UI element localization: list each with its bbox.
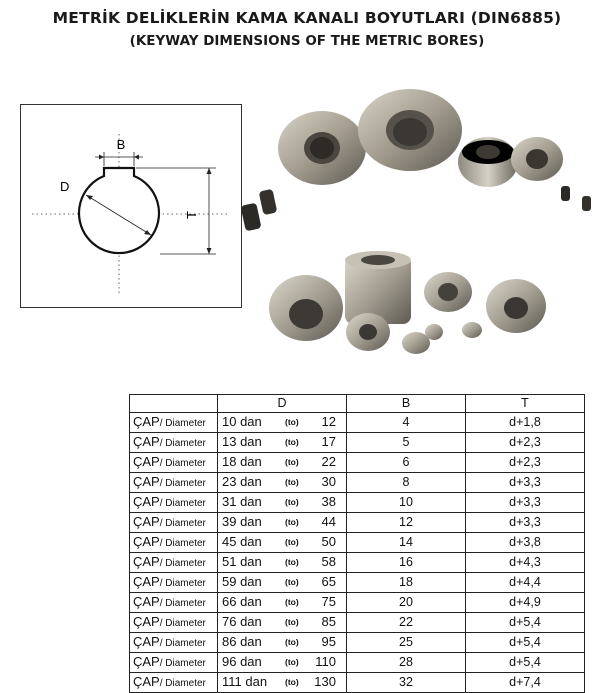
keyway-depth-t: d+4,3 [466, 553, 585, 573]
page-subtitle: (KEYWAY DIMENSIONS OF THE METRIC BORES) [129, 33, 485, 49]
range-from: 51 dan [222, 554, 262, 569]
range-upper: 130 [314, 674, 336, 689]
header-d: D [218, 395, 347, 413]
keyway-width-b: 5 [347, 433, 466, 453]
range-to-label: (to) [285, 577, 299, 587]
range-from: 10 dan [222, 414, 262, 429]
range-to-label: (to) [285, 477, 299, 487]
table-header-row [130, 395, 585, 413]
range-upper: 17 [321, 434, 336, 449]
keyway-depth-t: d+3,3 [466, 513, 585, 533]
cap-english-label: / Diameter [159, 678, 206, 689]
keyway-depth-t: d+3,3 [466, 493, 585, 513]
table-row [130, 653, 585, 673]
range-upper: 65 [321, 574, 336, 589]
diameter-label-cell [130, 473, 218, 493]
keyway-width-b: 28 [347, 653, 466, 673]
range-from: 76 dan [222, 614, 262, 629]
table-row [130, 493, 585, 513]
diameter-range-cell [218, 453, 347, 473]
diagram-label-t: T [184, 211, 199, 219]
cap-english-label: / Diameter [159, 658, 206, 669]
range-to-label: (to) [285, 437, 299, 447]
cap-label: ÇAP [133, 434, 160, 449]
keyway-diagram [20, 104, 242, 308]
range-upper: 12 [321, 414, 336, 429]
cap-english-label: / Diameter [159, 558, 206, 569]
table-row [130, 513, 585, 533]
keyway-width-b: 12 [347, 513, 466, 533]
cap-label: ÇAP [133, 414, 160, 429]
table-row [130, 433, 585, 453]
cap-label: ÇAP [133, 574, 160, 589]
table-row [130, 613, 585, 633]
cap-english-label: / Diameter [159, 418, 206, 429]
diameter-range-cell [218, 413, 347, 433]
range-from: 31 dan [222, 494, 262, 509]
range-upper: 44 [321, 514, 336, 529]
keyway-width-b: 32 [347, 673, 466, 693]
range-from: 23 dan [222, 474, 262, 489]
cap-label: ÇAP [133, 474, 160, 489]
keyway-depth-t: d+7,4 [466, 673, 585, 693]
diameter-label-cell [130, 553, 218, 573]
range-upper: 30 [321, 474, 336, 489]
diameter-label-cell [130, 633, 218, 653]
diameter-range-cell [218, 633, 347, 653]
range-upper: 58 [321, 554, 336, 569]
keyway-depth-t: d+3,3 [466, 473, 585, 493]
range-upper: 50 [321, 534, 336, 549]
cap-english-label: / Diameter [159, 598, 206, 609]
header-t: T [466, 395, 585, 413]
range-from: 96 dan [222, 654, 262, 669]
cap-label: ÇAP [133, 494, 160, 509]
keyway-width-b: 8 [347, 473, 466, 493]
header-b: B [347, 395, 466, 413]
range-to-label: (to) [285, 637, 299, 647]
table-row [130, 553, 585, 573]
range-from: 45 dan [222, 534, 262, 549]
range-to-label: (to) [285, 657, 299, 667]
cap-label: ÇAP [133, 554, 160, 569]
cap-english-label: / Diameter [159, 578, 206, 589]
cap-label: ÇAP [133, 594, 160, 609]
cap-label: ÇAP [133, 454, 160, 469]
keyway-width-b: 16 [347, 553, 466, 573]
diameter-range-cell [218, 493, 347, 513]
diameter-label-cell [130, 593, 218, 613]
keyway-width-b: 25 [347, 633, 466, 653]
diameter-range-cell [218, 433, 347, 453]
range-from: 13 dan [222, 434, 262, 449]
diameter-label-cell [130, 453, 218, 473]
cap-label: ÇAP [133, 654, 160, 669]
diameter-range-cell [218, 653, 347, 673]
keyway-depth-t: d+3,8 [466, 533, 585, 553]
range-to-label: (to) [285, 517, 299, 527]
diameter-range-cell [218, 533, 347, 553]
keyway-width-b: 10 [347, 493, 466, 513]
keyway-width-b: 6 [347, 453, 466, 473]
cap-english-label: / Diameter [159, 638, 206, 649]
range-from: 111 dan [222, 674, 268, 689]
range-from: 86 dan [222, 634, 262, 649]
range-upper: 22 [321, 454, 336, 469]
range-upper: 110 [315, 654, 336, 669]
keyway-width-b: 22 [347, 613, 466, 633]
keyway-depth-t: d+1,8 [466, 413, 585, 433]
range-from: 66 dan [222, 594, 262, 609]
keyway-depth-t: d+2,3 [466, 433, 585, 453]
diameter-label-cell [130, 533, 218, 553]
diameter-label-cell [130, 413, 218, 433]
range-to-label: (to) [285, 537, 299, 547]
table-row [130, 453, 585, 473]
cap-english-label: / Diameter [159, 478, 206, 489]
diameter-range-cell [218, 573, 347, 593]
range-to-label: (to) [285, 457, 299, 467]
table-row [130, 473, 585, 493]
keyway-depth-t: d+2,3 [466, 453, 585, 473]
keyway-depth-t: d+4,9 [466, 593, 585, 613]
keyway-depth-t: d+5,4 [466, 653, 585, 673]
taper-bush-photo-top [240, 86, 612, 238]
diameter-range-cell [218, 613, 347, 633]
diameter-label-cell [130, 493, 218, 513]
keyway-width-b: 18 [347, 573, 466, 593]
cap-label: ÇAP [133, 634, 160, 649]
table-row [130, 413, 585, 433]
taper-bush-photo-bottom [262, 248, 562, 366]
diameter-label-cell [130, 573, 218, 593]
diagram-label-d: D [60, 179, 70, 194]
cap-english-label: / Diameter [159, 458, 206, 469]
cap-english-label: / Diameter [159, 618, 206, 629]
cap-label: ÇAP [133, 674, 160, 689]
diameter-range-cell [218, 593, 347, 613]
range-to-label: (to) [285, 497, 299, 507]
diameter-range-cell [218, 473, 347, 493]
keyway-depth-t: d+5,4 [466, 613, 585, 633]
table-row [130, 533, 585, 553]
keyway-dimensions-table [129, 394, 585, 693]
diameter-label-cell [130, 613, 218, 633]
page-title: METRİK DELİKLERİN KAMA KANALI BOYUTLARI (DIN6885) [52, 9, 562, 27]
range-to-label: (to) [285, 677, 299, 687]
range-to-label: (to) [285, 597, 299, 607]
keyway-depth-t: d+5,4 [466, 633, 585, 653]
keyway-width-b: 20 [347, 593, 466, 613]
keyway-depth-t: d+4,4 [466, 573, 585, 593]
range-from: 39 dan [222, 514, 262, 529]
keyway-width-b: 4 [347, 413, 466, 433]
keyway-width-b: 14 [347, 533, 466, 553]
cap-english-label: / Diameter [159, 518, 206, 529]
range-upper: 85 [321, 614, 336, 629]
range-from: 59 dan [222, 574, 262, 589]
range-upper: 75 [321, 594, 336, 609]
diameter-label-cell [130, 513, 218, 533]
range-upper: 95 [321, 634, 336, 649]
range-to-label: (to) [285, 417, 299, 427]
table-row [130, 593, 585, 613]
cap-english-label: / Diameter [159, 538, 206, 549]
header-label [130, 395, 218, 413]
diameter-range-cell [218, 553, 347, 573]
diagram-label-b: B [116, 137, 126, 152]
range-upper: 38 [321, 494, 336, 509]
diameter-label-cell [130, 433, 218, 453]
range-from: 18 dan [222, 454, 262, 469]
cap-english-label: / Diameter [159, 498, 206, 509]
cap-label: ÇAP [133, 534, 160, 549]
range-to-label: (to) [285, 557, 299, 567]
diameter-range-cell [218, 513, 347, 533]
table-row [130, 573, 585, 593]
table-row [130, 633, 585, 653]
cap-label: ÇAP [133, 514, 160, 529]
cap-english-label: / Diameter [159, 438, 206, 449]
cap-label: ÇAP [133, 614, 160, 629]
range-to-label: (to) [285, 617, 299, 627]
diameter-label-cell [130, 653, 218, 673]
